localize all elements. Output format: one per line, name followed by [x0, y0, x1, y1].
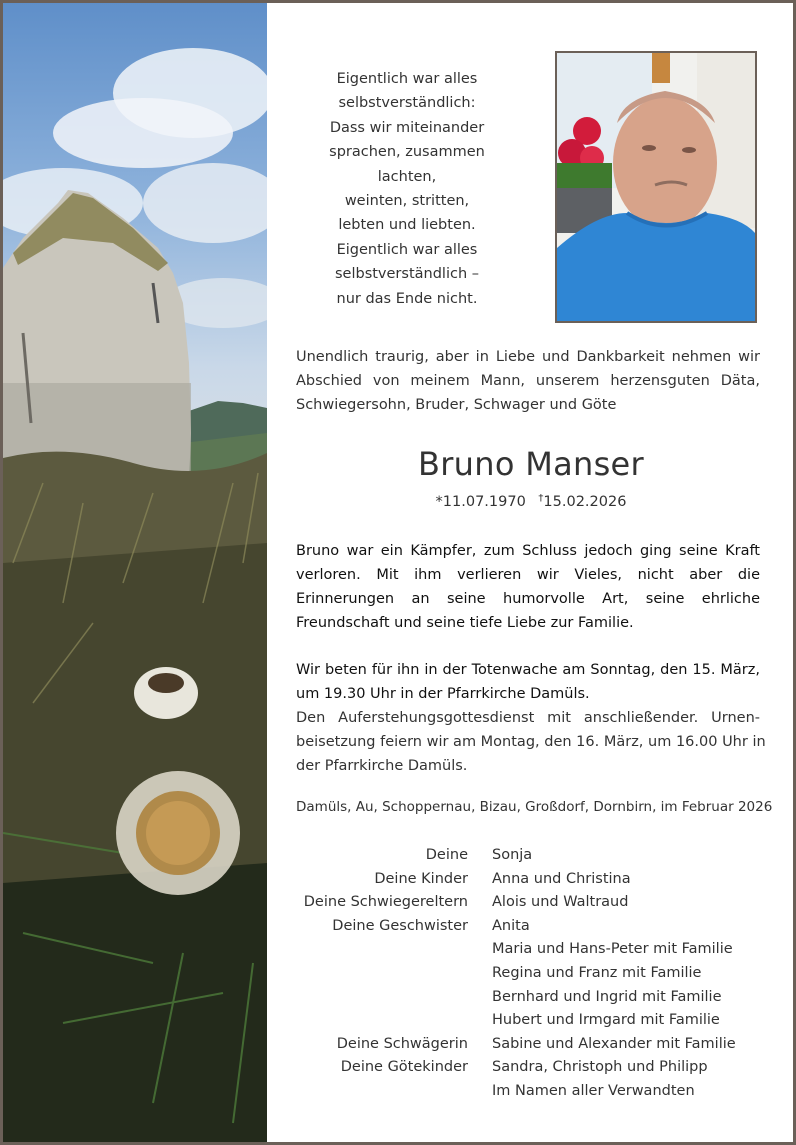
funeral-line: der Pfarrkirche Damüls. [296, 758, 468, 774]
cross-icon: † [538, 493, 544, 504]
relation-label: Deine Schwägerin [336, 1035, 468, 1052]
tribute-line: Erinnerungen an seine humorvolle Art, seine ehrliche [296, 591, 760, 607]
mourner-names: Alois und Waltraud [492, 894, 629, 911]
intro-line: Unendlich traurig, aber in Liebe und Dankbarkeit nehmen wir [296, 349, 760, 365]
mourner-row [267, 915, 795, 939]
relation-label: Deine Götekinder [340, 1059, 468, 1076]
relation-label: Deine [425, 847, 468, 863]
poem-line: selbstverständlich: [338, 95, 476, 112]
landscape-illustration [3, 3, 267, 1142]
poem [307, 67, 507, 311]
relation-label: Deine Geschwister [332, 917, 468, 934]
poem-line: Eigentlich war alles [336, 241, 478, 258]
poem-line: Dass wir miteinander [329, 119, 485, 136]
intro-text [296, 345, 760, 417]
mourner-row [267, 962, 795, 986]
portrait-photo [555, 51, 757, 323]
life-dates [267, 493, 795, 510]
funeral-line: beisetzung feiern wir am Montag, den 16. März, um 16.00 Uhr in [296, 734, 766, 750]
mourner-names: Anita [492, 917, 530, 934]
mourner-names: Hubert und Irmgard mit Familie [492, 1012, 720, 1029]
tribute-line: Bruno war ein Kämpfer, zum Schluss jedoch ging seine Kraft [296, 543, 760, 559]
mourner-row [267, 1009, 795, 1033]
death-date-group [538, 494, 626, 510]
poem-line: nur das Ende nicht. [336, 290, 478, 307]
mourner-row [267, 868, 795, 892]
deceased-name: Bruno Manser [417, 445, 645, 483]
mourner-names: Sonja [492, 847, 533, 863]
mourners-list [267, 844, 795, 1104]
mourner-row [267, 1033, 795, 1057]
mourner-names: Maria und Hans-Peter mit Familie [492, 941, 733, 958]
mourner-row [267, 891, 795, 915]
poem-line: lebten und liebten. [338, 217, 476, 234]
birth-date: *11.07.1970 [435, 494, 526, 510]
places-and-date: Damüls, Au, Schoppernau, Bizau, Großdorf, Dornbirn, im Februar 2026 [296, 799, 773, 815]
tribute-text [296, 539, 760, 635]
poem-line: weinten, stritten, [344, 193, 470, 210]
poem-line: sprachen, zusammen [329, 144, 485, 161]
mourner-names: Sandra, Christoph und Philipp [492, 1059, 708, 1076]
relation-label: Deine Kinder [374, 870, 468, 887]
mourner-row [267, 844, 795, 868]
mourner-row [267, 1080, 795, 1104]
landscape-photo [3, 3, 267, 1142]
poem-line: lachten, [377, 168, 437, 185]
wake-line: um 19.30 Uhr in der Pfarrkirche Damüls. [296, 686, 590, 702]
tribute-line: verloren. Mit ihm verlieren wir Vieles, nicht aber die [296, 567, 760, 583]
wake-line: Wir beten für ihn in der Totenwache am Sonntag, den 15. März, [296, 662, 760, 678]
obituary-content [267, 3, 793, 1142]
funeral-line: Den Auferstehungsgottesdienst mit anschließender. Urnen- [296, 710, 760, 726]
death-date: 15.02.2026 [543, 494, 627, 510]
poem-line: Eigentlich war alles [336, 71, 478, 87]
portrait-illustration [557, 53, 755, 321]
mourner-names: Anna und Christina [492, 870, 631, 887]
mourner-row [267, 986, 795, 1010]
mourner-row [267, 938, 795, 962]
mourner-names: Im Namen aller Verwandten [492, 1082, 695, 1099]
intro-line: Abschied von meinem Mann, unserem herzensguten Däta, [296, 373, 760, 389]
mourner-names: Sabine und Alexander mit Familie [492, 1035, 736, 1052]
wake-text [296, 658, 760, 706]
mourner-row [267, 1056, 795, 1080]
tribute-line: Freundschaft und seine tiefe Liebe zur Familie. [296, 615, 634, 631]
poem-line: selbstverständlich – [334, 266, 479, 283]
relation-label: Deine Schwiegereltern [303, 894, 468, 911]
intro-line: Schwiegersohn, Bruder, Schwager und Göte [296, 397, 617, 413]
mourner-names: Regina und Franz mit Familie [492, 964, 702, 981]
funeral-text [296, 706, 766, 778]
mourner-names: Bernhard und Ingrid mit Familie [492, 988, 722, 1005]
